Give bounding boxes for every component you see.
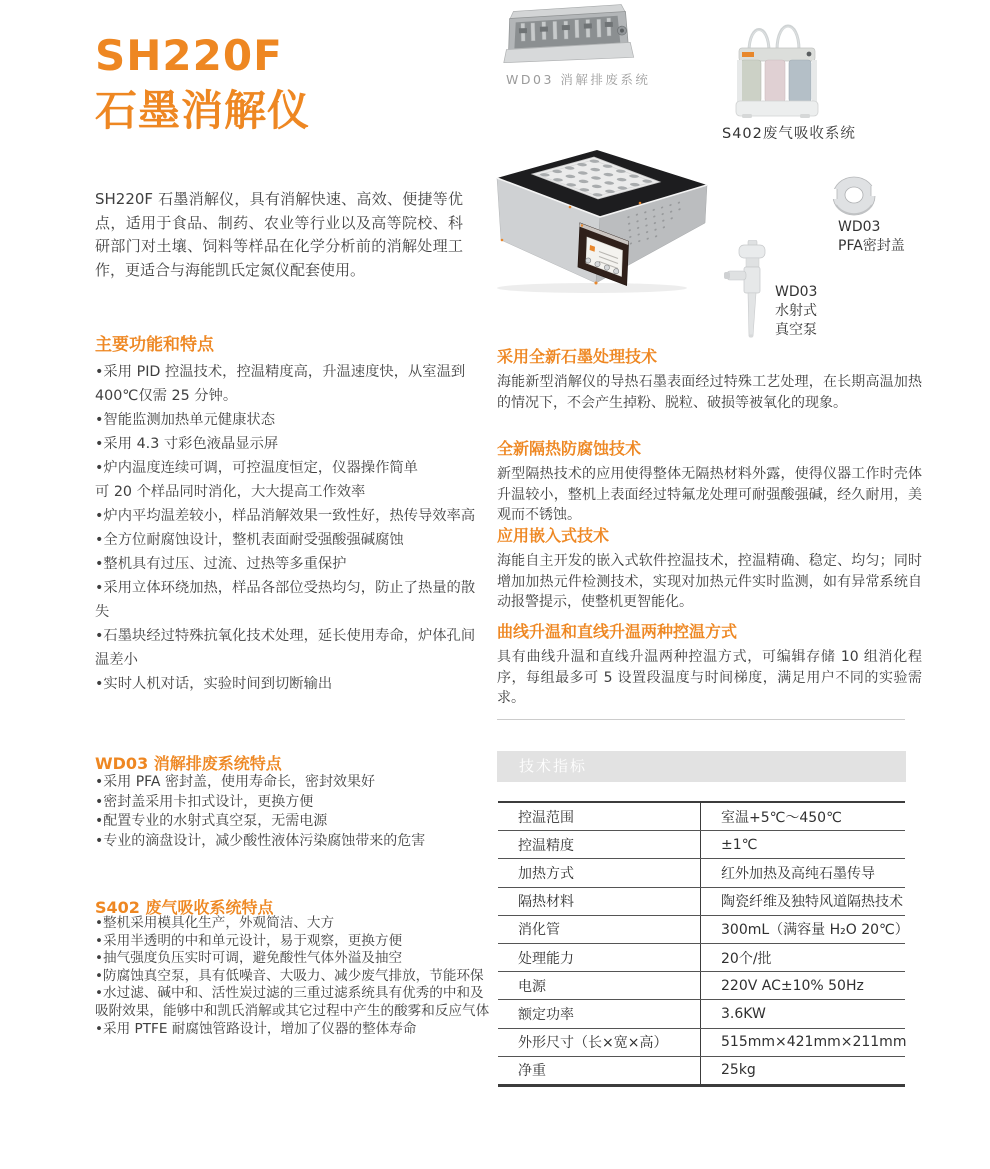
spec-label: 外形尺寸（长×宽×高） [518, 1035, 668, 1052]
wd03-feature-line: •配置专业的水射式真空泵，无需电源 [95, 813, 328, 830]
section-insulation [497, 436, 922, 526]
section-heading: 采用全新石墨处理技术 [497, 347, 658, 366]
s402-feature-line: •水过滤、碱中和、活性炭过滤的三重过滤系统具有优秀的中和及吸附效果，能够中和凯氏消解或其它过程中产生的酸雾和反应气体 [95, 985, 490, 1019]
spec-row [498, 916, 909, 944]
pump-label-line2: 水射式 [775, 303, 817, 319]
spec-label: 隔热材料 [518, 894, 574, 911]
feature-line: •采用 PID 控温技术，控温精度高，升温速度快，从室温到 400℃仅需 25 分钟。 [95, 364, 466, 404]
spec-row [498, 1057, 905, 1086]
wd03-features-heading: WD03 消解排废系统特点 [95, 754, 282, 773]
spec-label: 控温范围 [518, 809, 574, 826]
feature-line: •实时人机对话，实验时间到切断输出 [95, 676, 333, 692]
spec-label: 消化管 [518, 922, 560, 939]
s402-feature-line: •防腐蚀真空泵，具有低噪音、大吸力、减少废气排放，节能环保 [95, 967, 484, 984]
specs-header-bar [497, 751, 906, 782]
features-list [95, 360, 487, 696]
section-body: 海能新型消解仪的导热石墨表面经过特殊工艺处理，在长期高温加热的情况下，不会产生掉粉、脱粒、破损等被氧化的现象。 [497, 374, 922, 411]
spec-value: 515mm×421mm×211mm [700, 1029, 906, 1056]
specs-heading: 技术指标 [519, 757, 588, 775]
section-heading: 全新隔热防腐蚀技术 [497, 439, 642, 458]
s402-feature-line: •采用 PTFE 耐腐蚀管路设计，增加了仪器的整体寿命 [95, 1020, 417, 1037]
spec-value: 红外加热及高纯石墨传导 [700, 859, 905, 886]
feature-line: •采用立体环绕加热，样品各部位受热均匀，防止了热量的散失 [95, 580, 476, 620]
product-title-name: 石墨消解仪 [95, 86, 311, 135]
section-heating-modes [497, 619, 922, 709]
feature-line: •整机具有过压、过流、过热等多重保护 [95, 556, 347, 572]
spec-value: 20个/批 [700, 944, 905, 971]
feature-line: 可 20 个样品同时消化，大大提高工作效率 [95, 484, 366, 500]
feature-line: •全方位耐腐蚀设计，整机表面耐受强酸强碱腐蚀 [95, 532, 404, 548]
spec-label: 处理能力 [518, 950, 574, 967]
spec-label: 电源 [518, 978, 546, 995]
spec-label: 净重 [518, 1063, 546, 1080]
s402-absorber-photo [728, 8, 824, 120]
main-instrument-photo [492, 145, 710, 297]
section-embedded-tech [497, 523, 922, 613]
spec-label: 额定功率 [518, 1006, 574, 1023]
horizontal-divider [497, 719, 905, 720]
spec-value: 室温+5℃～450℃ [700, 803, 905, 830]
spec-value: 3.6KW [700, 1000, 905, 1027]
section-body: 海能自主开发的嵌入式软件控温技术，控温精确、稳定、均匀；同时增加加热元件检测技术，实现对加热元件实时监测，如有异常系统自动报警提示，使整机更智能化。 [497, 553, 922, 610]
spec-row [498, 859, 905, 887]
product-title [95, 28, 310, 138]
spec-value: ±1℃ [700, 831, 905, 858]
spec-value: 25kg [700, 1057, 905, 1084]
wd03-feature-line: •采用 PFA 密封盖，使用寿命长，密封效果好 [95, 774, 375, 790]
section-heading: 曲线升温和直线升温两种控温方式 [497, 622, 738, 641]
specs-table [498, 801, 909, 1087]
pump-label-line3: 真空泵 [775, 322, 817, 338]
wd03-feature-line: •专业的滴盘设计，减少酸性液体污染腐蚀带来的危害 [95, 832, 426, 849]
spec-row [498, 972, 905, 1000]
section-graphite-treatment [497, 344, 922, 413]
pfa-cap-photo [830, 172, 878, 222]
feature-line: •智能监测加热单元健康状态 [95, 412, 275, 428]
s402-absorber-caption: S402废气吸收系统 [722, 126, 856, 142]
s402-features-heading: S402 废气吸收系统特点 [95, 898, 274, 917]
spec-row [498, 944, 905, 972]
s402-feature-line: •抽气强度负压实时可调，避免酸性气体外溢及抽空 [95, 950, 403, 967]
spec-value: 陶瓷纤维及独特风道隔热技术 [700, 888, 905, 915]
wd03-drain-system-caption: WD03 消解排废系统 [506, 72, 651, 87]
wd03-drain-system-photo [500, 2, 636, 64]
spec-label: 加热方式 [518, 865, 574, 882]
spec-row [498, 831, 905, 859]
section-body: 新型隔热技术的应用使得整体无隔热材料外露，使得仪器工作时壳体升温较小，整机上表面经过特氟龙处理可耐强酸强碱，经久耐用，美观而不锈蚀。 [497, 466, 922, 523]
s402-features-list [95, 915, 497, 1038]
spec-row [498, 1000, 905, 1028]
s402-feature-line: •采用半透明的中和单元设计，易于观察，更换方便 [95, 932, 403, 949]
spec-label: 控温精度 [518, 837, 574, 854]
spec-value: 220V AC±10% 50Hz [700, 972, 905, 999]
feature-line: •石墨块经过特殊抗氧化技术处理，延长使用寿命，炉体孔间温差小 [95, 628, 476, 668]
intro-paragraph: SH220F 石墨消解仪，具有消解快速、高效、便捷等优点，适用于食品、制药、农业等行业以及高等院校、科研部门对土壤、饲料等样品在化学分析前的消解处理工作，更适合与海能凯氏定氮仪配套使用。 [95, 190, 463, 279]
feature-line: •炉内平均温差较小，样品消解效果一致性好，热传导效率高 [95, 508, 476, 524]
feature-line: •炉内温度连续可调，可控温度恒定，仪器操作简单 [95, 460, 418, 476]
spec-row [498, 1029, 905, 1057]
feature-line: •采用 4.3 寸彩色液晶显示屏 [95, 436, 279, 452]
wd03-feature-line: •密封盖采用卡扣式设计，更换方便 [95, 793, 314, 810]
pfa-cap-label-name: PFA密封盖 [838, 238, 905, 254]
section-heading: 应用嵌入式技术 [497, 526, 610, 545]
spec-row [498, 888, 905, 916]
water-jet-pump-label [775, 283, 817, 340]
wd03-features-list [95, 773, 487, 851]
pfa-cap-label [838, 218, 905, 256]
section-body: 具有曲线升温和直线升温两种控温方式，可编辑存储 10 组消化程序，每组最多可 5 设置段温度与时间梯度，满足用户不同的实验需求。 [497, 649, 922, 706]
s402-feature-line: •整机采用模具化生产，外观简洁、大方 [95, 915, 335, 931]
features-heading: 主要功能和特点 [95, 335, 214, 355]
spec-row [498, 803, 905, 831]
spec-value: 300mL（满容量 H₂O 20℃） [700, 916, 905, 943]
pfa-cap-label-model: WD03 [838, 219, 881, 235]
product-title-model: SH220F [95, 31, 283, 80]
pump-label-model: WD03 [775, 284, 818, 300]
water-jet-pump-photo [722, 240, 782, 340]
